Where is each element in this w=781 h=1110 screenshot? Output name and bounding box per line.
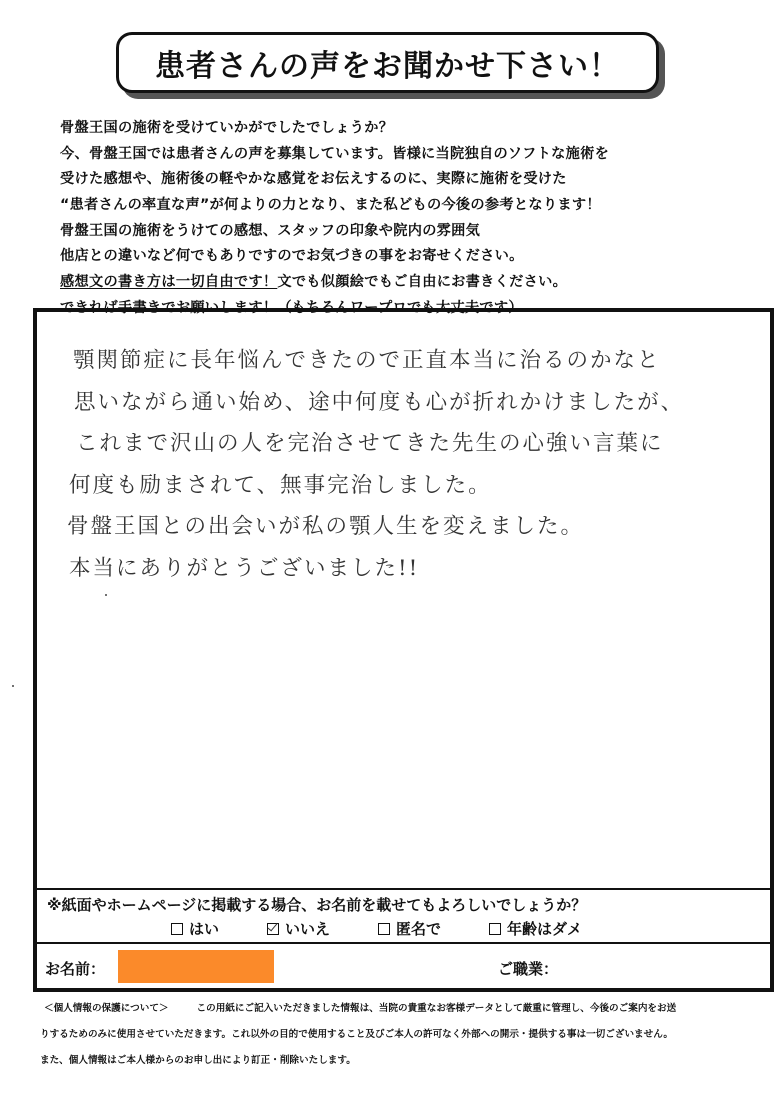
- option-anonymous-label: 匿名で: [396, 920, 442, 938]
- comment-line-4: 何度も励まされて、無事完治しました。: [69, 472, 492, 498]
- page-title: 患者さんの声をお聞かせ下さい！: [155, 48, 620, 84]
- title-box: [116, 32, 659, 93]
- handwritten-comment: [67, 340, 685, 589]
- intro-line-5: 骨盤王国の施術をうけての感想、スタッフの印象や院内の雰囲気: [60, 222, 481, 239]
- comment-area[interactable]: [37, 312, 770, 890]
- intro-line-2: 今、骨盤王国では患者さんの声を募集しています。皆様に当院独自のソフトな施術を: [60, 145, 610, 162]
- option-no-age-label: 年齢はダメ: [507, 920, 583, 938]
- name-row: [37, 944, 770, 988]
- comment-line-2: 思いながら通い始め、途中何度も心が折れかけましたが、: [74, 389, 685, 415]
- comment-line-3: これまで沢山の人を完治させてきた先生の心強い言葉に: [76, 431, 664, 456]
- occupation-label: ご職業：: [498, 960, 559, 978]
- title-banner: [116, 32, 665, 99]
- intro-line-8: できれば手書きでお願いします！（もちろんワープロでも大丈夫です）: [60, 299, 523, 316]
- checkbox-anonymous[interactable]: [378, 923, 390, 935]
- comment-line-6: 本当にありがとうございました!!: [69, 555, 420, 581]
- intro-text: [60, 116, 740, 322]
- checkbox-no-age[interactable]: [489, 923, 501, 935]
- consent-options: [171, 918, 630, 939]
- checkbox-yes[interactable]: [171, 923, 183, 935]
- privacy-line-1-text: この用紙にご記入いただきました情報は、当院の貴重なお客様データとして厳重に管理し、今後のご案内をお送: [196, 1003, 677, 1014]
- scan-speck: [12, 685, 14, 687]
- comment-line-1: 顎関節症に長年悩んできたので正直本当に治るのかなと: [73, 348, 661, 373]
- intro-line-4: “患者さんの率直な声”が何よりの力となり、また私どもの今後の参考となります！: [60, 197, 601, 214]
- option-no[interactable]: [267, 918, 330, 939]
- privacy-notice: [40, 996, 744, 1074]
- intro-line-1: 骨盤王国の施術を受けていかがでしたでしょうか？: [60, 120, 394, 136]
- option-yes-label: はい: [189, 920, 220, 938]
- name-redaction-box: [118, 950, 274, 983]
- privacy-line-1: [44, 996, 744, 1022]
- consent-question: ※紙面やホームページに掲載する場合、お名前を載せてもよろしいでしょうか？: [47, 896, 587, 914]
- name-label: お名前：: [45, 960, 106, 978]
- intro-line-3: 受けた感想や、施術後の軽やかな感覚をお伝えするのに、実際に施術を受けた: [60, 171, 567, 188]
- consent-section: [37, 888, 770, 944]
- form-frame: [33, 308, 774, 992]
- intro-line-7-rest: 文でも似顔絵でもご自由にお書きください。: [277, 274, 568, 291]
- option-yes[interactable]: [171, 918, 219, 939]
- intro-line-6: 他店との違いなど何でもありですのでお気づきの事をお寄せください。: [60, 248, 524, 265]
- option-no-age[interactable]: [489, 918, 582, 939]
- intro-line-7-underlined: 感想文の書き方は一切自由です！: [60, 274, 278, 291]
- intro-line-7: [60, 270, 740, 296]
- comment-line-5: 骨盤王国との出会いが私の顎人生を変えました。: [67, 514, 585, 539]
- option-anonymous[interactable]: [378, 918, 441, 939]
- scan-speck: [105, 594, 107, 596]
- privacy-line-2: りするためのみに使用させていただきます。これ以外の目的で使用すること及びご本人の許可なく外部への開示・提供する事は一切ございません。: [40, 1029, 673, 1040]
- checkbox-no-checked[interactable]: [267, 923, 279, 935]
- privacy-heading: ＜個人情報の保護について＞: [44, 1003, 169, 1014]
- privacy-line-3: また、個人情報はご本人様からのお申し出により訂正・削除いたします。: [40, 1055, 356, 1066]
- option-no-label: いいえ: [285, 920, 331, 938]
